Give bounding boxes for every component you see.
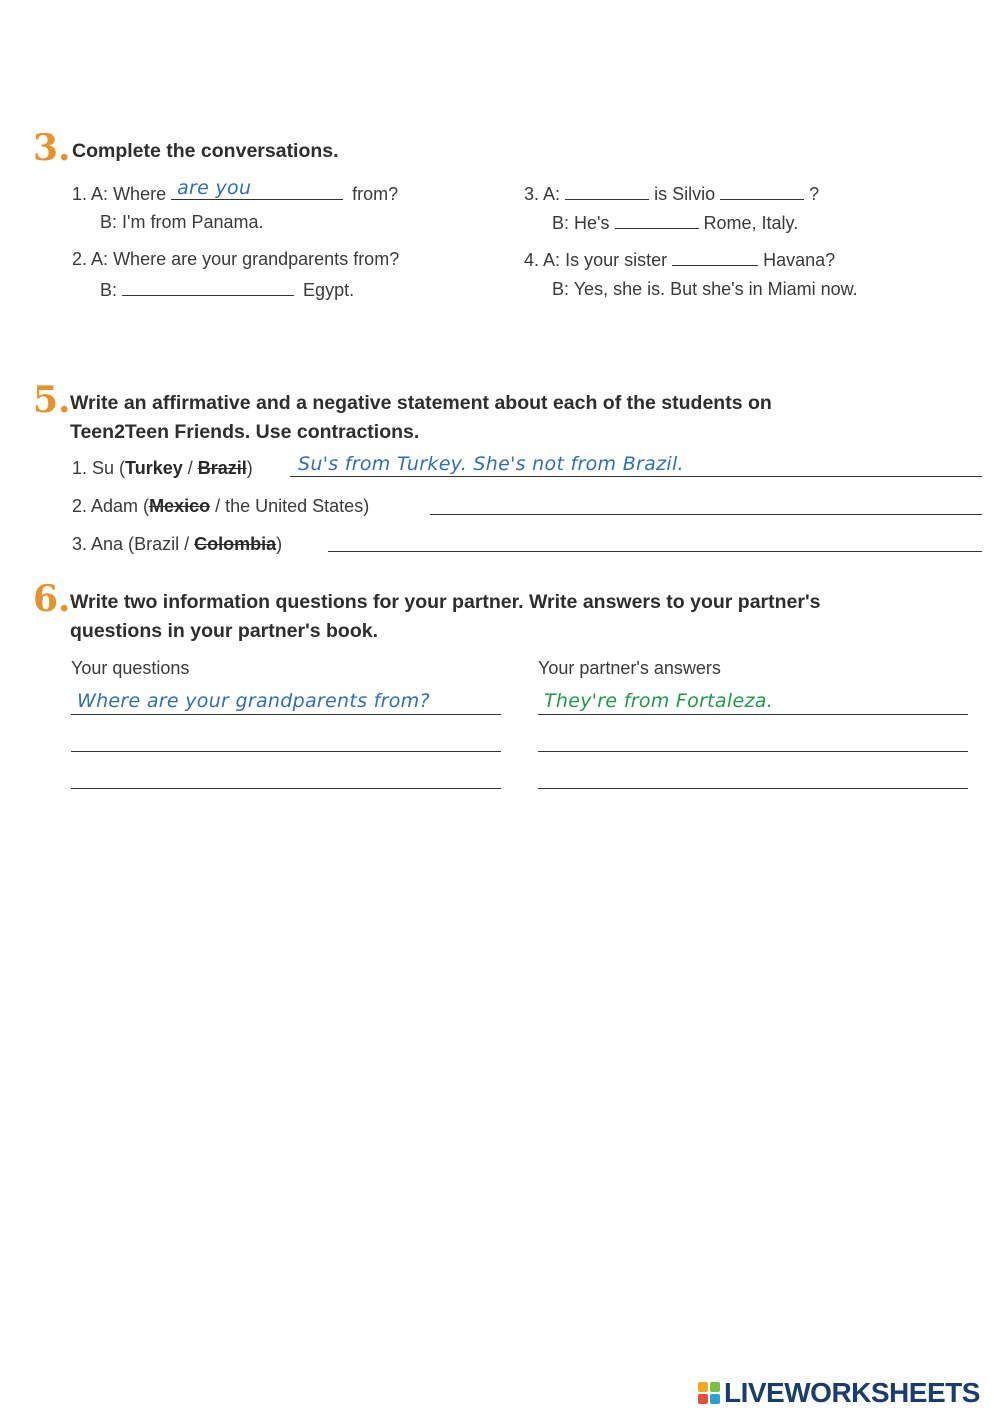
question-number: 2. (72, 249, 88, 269)
answer-line[interactable] (430, 514, 982, 515)
prompt-text: Is your sister (565, 250, 668, 270)
question-4-a (524, 249, 835, 271)
statement-item-3 (72, 534, 282, 555)
logo-square (698, 1394, 708, 1404)
column-label-answers: Your partner's answers (538, 658, 721, 678)
exercise-heading-line-2: questions in your partner's book. (70, 620, 379, 642)
separator: / (210, 496, 226, 516)
prompt-text: Rome, Italy. (703, 213, 799, 233)
answer-line[interactable] (538, 788, 968, 789)
question-1-b (100, 212, 264, 233)
question-number: 4. (524, 250, 540, 270)
question-text: Where are your grandparents from? (77, 690, 430, 712)
question-2-b (100, 279, 354, 301)
liveworksheets-logo (698, 1378, 980, 1408)
column-label-questions: Your questions (71, 658, 190, 678)
speaker-label: A: (543, 250, 561, 270)
logo-icon (698, 1382, 720, 1404)
answer-field[interactable] (171, 177, 343, 200)
answer-field[interactable] (615, 212, 699, 229)
response-text: Yes, she is. But she's in Miami now. (573, 279, 858, 299)
speaker-label: B: (552, 213, 570, 233)
question-4-b (552, 279, 858, 300)
answer-text: Su's from Turkey. She's not from Brazil. (298, 453, 684, 475)
question-3-b (552, 212, 798, 234)
question-line[interactable] (71, 751, 501, 752)
country-crossed: Mexico (149, 496, 211, 516)
prompt-text: ? (809, 184, 820, 204)
answer-text: are you (177, 177, 252, 199)
prompt-text: Havana? (763, 250, 836, 270)
speaker-label: A: (91, 184, 109, 204)
response-text: I'm from Panama. (122, 212, 264, 232)
student-name: Adam ( (91, 496, 150, 516)
answer-field[interactable] (720, 183, 804, 200)
logo-square (710, 1382, 720, 1392)
answer-line[interactable] (328, 551, 982, 552)
answer-line[interactable] (538, 751, 968, 752)
logo-square (698, 1382, 708, 1392)
prompt-text: from? (352, 184, 399, 204)
item-number: 1. (72, 458, 88, 478)
logo-square (710, 1394, 720, 1404)
paren-close: ) (363, 496, 370, 516)
prompt-text: Where are your grandparents from? (113, 249, 400, 269)
question-3-a (524, 183, 819, 205)
separator: / (182, 458, 198, 478)
speaker-label: B: (552, 279, 570, 299)
student-name: Ana ( (91, 534, 135, 554)
exercise-heading: Complete the conversations. (72, 140, 339, 162)
answer-line[interactable] (538, 714, 968, 715)
country-keep: Turkey (125, 458, 183, 478)
speaker-label: B: (100, 212, 118, 232)
speaker-label: A: (91, 249, 109, 269)
answer-field[interactable] (122, 279, 294, 296)
item-number: 2. (72, 496, 88, 516)
answer-text: They're from Fortaleza. (544, 690, 773, 712)
item-number: 3. (72, 534, 88, 554)
speaker-label: B: (100, 280, 118, 300)
logo-text: LIVEWORKSHEETS (724, 1377, 980, 1408)
exercise-heading-line-1: Write an affirmative and a negative statement about each of the students on (70, 392, 772, 414)
paren-close: ) (276, 534, 283, 554)
question-line[interactable] (71, 788, 501, 789)
country-keep: Brazil (134, 534, 180, 554)
question-1-a (72, 177, 399, 205)
answer-line[interactable] (290, 476, 982, 477)
exercise-heading-line-2: Teen2Teen Friends. Use contractions. (70, 421, 420, 443)
answer-field[interactable] (672, 249, 758, 266)
country-keep: the United States (225, 496, 364, 516)
paren-close: ) (246, 458, 253, 478)
question-number: 1. (72, 184, 88, 204)
exercise-number: 6. (33, 578, 71, 620)
country-crossed: Colombia (194, 534, 277, 554)
answer-field[interactable] (565, 183, 649, 200)
student-name: Su ( (92, 458, 126, 478)
speaker-label: A: (543, 184, 561, 204)
statement-item-2 (72, 496, 369, 517)
exercise-number: 3. (33, 127, 71, 169)
question-2-a (72, 249, 399, 270)
statement-item-1 (72, 458, 253, 479)
prompt-text: He's (574, 213, 610, 233)
prompt-text: Egypt. (303, 280, 355, 300)
country-crossed: Brazil (197, 458, 247, 478)
separator: / (179, 534, 195, 554)
question-number: 3. (524, 184, 540, 204)
prompt-text: Where (113, 184, 167, 204)
exercise-number: 5. (33, 379, 71, 421)
question-line[interactable] (71, 714, 501, 715)
exercise-heading-line-1: Write two information questions for your partner. Write answers to your partner's (70, 591, 821, 613)
prompt-text: is Silvio (654, 184, 716, 204)
